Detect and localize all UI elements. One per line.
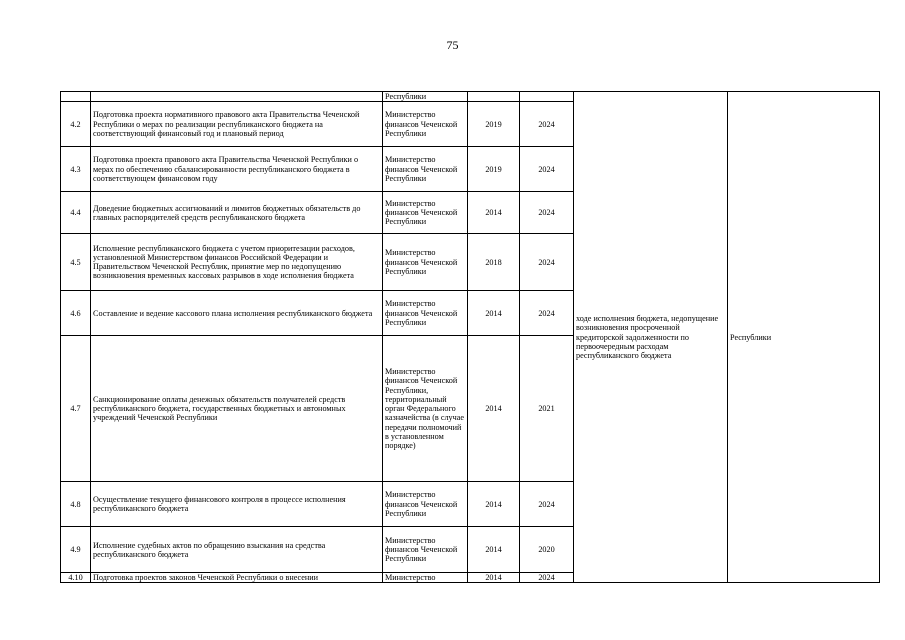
- cell-num: 4.5: [61, 234, 91, 291]
- cell-executor: Министерство: [383, 573, 468, 583]
- cell-executor: Республики: [383, 92, 468, 102]
- cell-start-year: 2014: [468, 527, 520, 573]
- cell-start-year: 2014: [468, 573, 520, 583]
- cell-start-year: 2014: [468, 291, 520, 336]
- cell-num: 4.10: [61, 573, 91, 583]
- cell-num: 4.7: [61, 336, 91, 482]
- cell-text: Осуществление текущего финансового контроля в процессе исполнения республиканского бюджета: [91, 482, 383, 527]
- cell-end-year: 2024: [520, 482, 574, 527]
- cell-start-year: 2014: [468, 482, 520, 527]
- cell-end-year: 2021: [520, 336, 574, 482]
- cell-executor: Министерство финансов Чеченской Республики: [383, 192, 468, 234]
- cell-end-year: 2024: [520, 291, 574, 336]
- cell-start-year: 2018: [468, 234, 520, 291]
- cell-executor: Министерство финансов Чеченской Республики, территориальный орган Федерального казначейства (в случае передачи полномочий в установленном порядке): [383, 336, 468, 482]
- cell-executor: Министерство финансов Чеченской Республики: [383, 527, 468, 573]
- page-number: 75: [446, 38, 459, 52]
- cell-executor: Министерство финансов Чеченской Республики: [383, 234, 468, 291]
- cell-end-year: 2020: [520, 527, 574, 573]
- cell-executor: Министерство финансов Чеченской Республики: [383, 482, 468, 527]
- cell-executor: Министерство финансов Чеченской Республики: [383, 147, 468, 192]
- table-row-continuation: [61, 92, 880, 102]
- cell-end-year: 2024: [520, 147, 574, 192]
- measures-table: [60, 91, 880, 583]
- cell-text: Составление и ведение кассового плана исполнения республиканского бюджета: [91, 291, 383, 336]
- cell-text: Исполнение судебных актов по обращению взыскания на средства республиканского бюджета: [91, 527, 383, 573]
- cell-last-column: Республики: [728, 92, 880, 583]
- cell-text: Исполнение республиканского бюджета с учетом приоритезации расходов, установленной Министерством финансов Российской Федерации и Правительством Чеченской Республик, принятие мер по недопущению возникновения временных кассовых разрывов в ходе исполнения бюджета: [91, 234, 383, 291]
- cell-num: 4.4: [61, 192, 91, 234]
- cell-executor: Министерство финансов Чеченской Республики: [383, 102, 468, 147]
- cell-end-year: [520, 92, 574, 102]
- cell-num: 4.2: [61, 102, 91, 147]
- cell-text: Подготовка проекта нормативного правового акта Правительства Чеченской Республики о мерах по реализации республиканского бюджета на соответствующий финансовый год и плановый период: [91, 102, 383, 147]
- cell-end-year: 2024: [520, 102, 574, 147]
- cell-text: Подготовка проектов законов Чеченской Республики о внесении: [91, 573, 383, 583]
- cell-start-year: [468, 92, 520, 102]
- cell-start-year: 2019: [468, 147, 520, 192]
- cell-start-year: 2014: [468, 192, 520, 234]
- cell-num: 4.8: [61, 482, 91, 527]
- cell-text: Санкционирование оплаты денежных обязательств получателей средств республиканского бюджета, государственных бюджетных и автономных учреждений Чеченской Республики: [91, 336, 383, 482]
- cell-expected-result: ходе исполнения бюджета, недопущение возникновения просроченной кредиторской задолженности по первоочередным расходам республиканского бюджета: [574, 92, 728, 583]
- cell-start-year: 2019: [468, 102, 520, 147]
- cell-end-year: 2024: [520, 192, 574, 234]
- cell-num: [61, 92, 91, 102]
- cell-executor: Министерство финансов Чеченской Республики: [383, 291, 468, 336]
- cell-text: [91, 92, 383, 102]
- cell-start-year: 2014: [468, 336, 520, 482]
- cell-text: Подготовка проекта правового акта Правительства Чеченской Республики о мерах по обеспечению сбалансированности республиканского бюджета в соответствующем финансовом году: [91, 147, 383, 192]
- cell-text: Доведение бюджетных ассигнований и лимитов бюджетных обязательств до главных распорядителей средств республиканского бюджета: [91, 192, 383, 234]
- cell-end-year: 2024: [520, 234, 574, 291]
- cell-end-year: 2024: [520, 573, 574, 583]
- cell-num: 4.9: [61, 527, 91, 573]
- cell-num: 4.3: [61, 147, 91, 192]
- cell-num: 4.6: [61, 291, 91, 336]
